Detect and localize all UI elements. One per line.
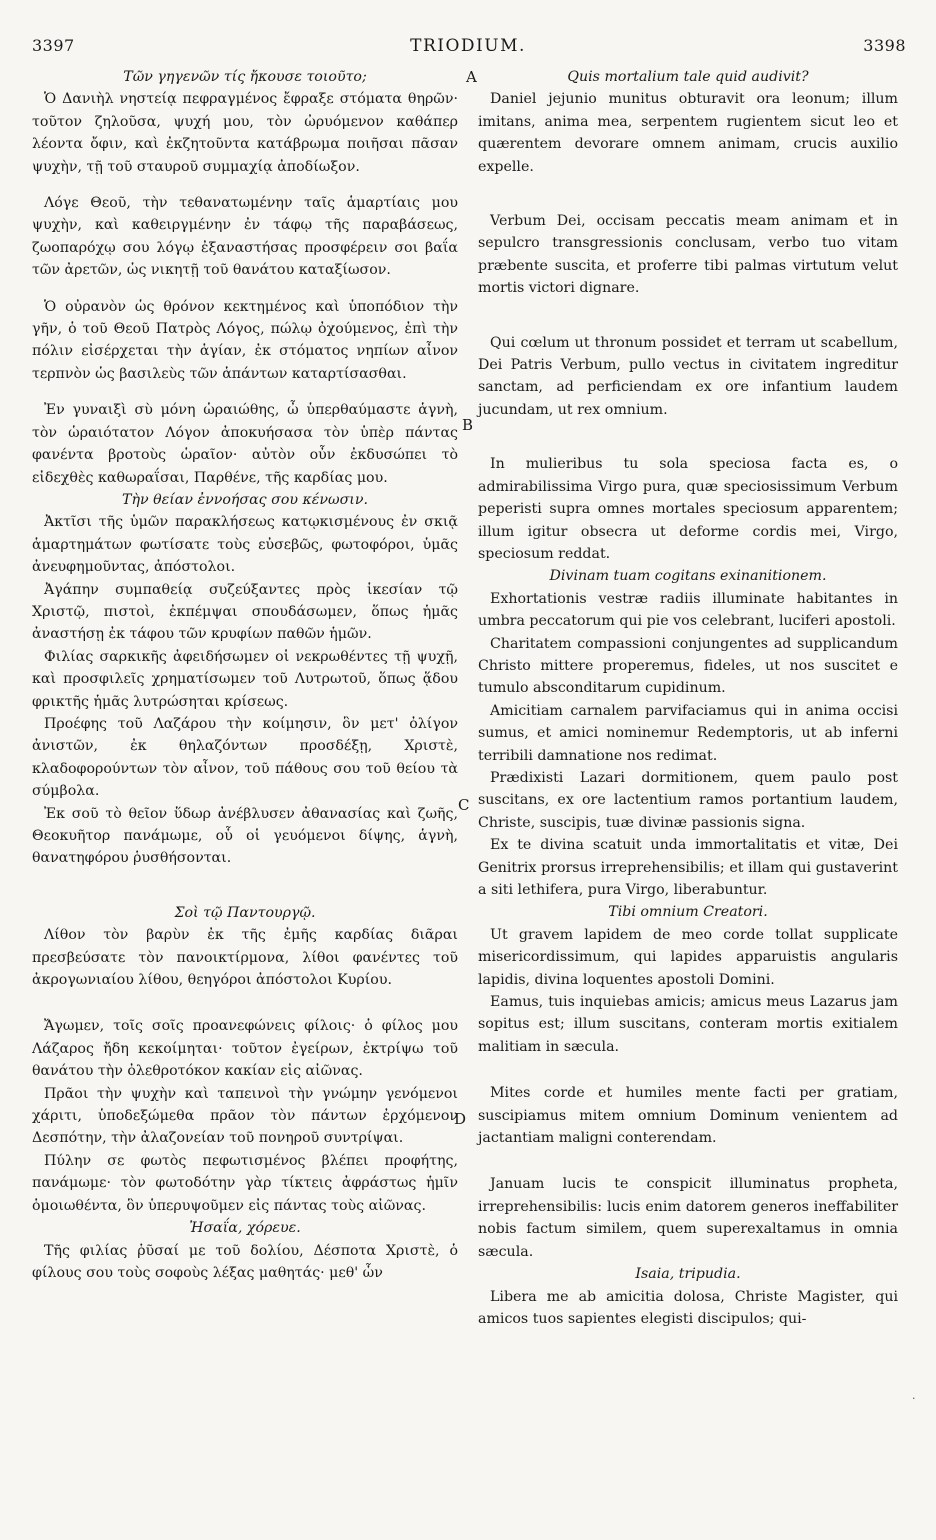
greek-paragraph: Πρᾶοι τὴν ψυχὴν καὶ ταπεινοὶ τὴν γνώμην γενόμενοι χάριτι, ὑποδεξώμεθα πρᾶον τὸν πάντων ἐρχόμενον Δεσπότην, τὴν ἀλαζονείαν τοῦ πονηροῦ συντρίψαι. <box>32 1085 458 1147</box>
latin-heading: Quis mortalium tale quid audivit? <box>567 69 809 85</box>
page-number-right: 3398 <box>863 36 906 55</box>
margin-letter-b: B <box>462 416 474 434</box>
latin-paragraph: Qui cœlum ut thronum possidet et terram ut scabellum, Dei Patris Verbum, pullo vectus in civitatem ingreditur sanctam, ad perficiendam ex ore infantium laudem jucundam, ut rex omnium. <box>478 334 898 418</box>
latin-paragraph: Mites corde et humiles mente facti per gratiam, suscipiamus mitem omnium Dominum venientem ad jactantiam maligni conterendam. <box>478 1085 898 1147</box>
greek-heading: Σοὶ τῷ Παντουργῷ. <box>174 904 316 921</box>
latin-paragraph: Ut gravem lapidem de meo corde tollat supplicate misericordissimum, qui lapides apparuistis angularis lapidis, divina loquentes apostoli Domini. <box>478 926 898 988</box>
latin-paragraph: Exhortationis vestræ radiis illuminate habitantes in umbra peccatorum qui pie vos celebrant, luciferi apostoli. <box>478 590 898 630</box>
greek-paragraph: Ὁ οὐρανὸν ὡς θρόνον κεκτημένος καὶ ὑποπόδιον τὴν γῆν, ὁ τοῦ Θεοῦ Πατρὸς Λόγος, πώλῳ ὀχούμενος, ἐπὶ τὴν πόλιν εἰσέρχεται τὴν ἁγίαν, ἐκ στόματος νηπίων αἶνον τερπνὸν ὡς βασιλεὺς τῶν ἁπάντων καταρτίσασθαι. <box>32 298 458 382</box>
latin-paragraph: Januam lucis te conspicit illuminatus propheta, irreprehensibilis: lucis enim datorem generos ineffabiliter nobis factum similem, quem superexaltamus in omnia sæcula. <box>478 1176 898 1260</box>
latin-paragraph: Prædixisti Lazari dormitionem, quem paulo post suscitans, ex ore lactentium ramos portantium laudem, Christe, suscipis, tuæ divinæ passionis signa. <box>478 769 898 831</box>
latin-heading: Tibi omnium Creatori. <box>608 904 768 921</box>
latin-heading: Isaia, tripudia. <box>635 1266 741 1283</box>
page-header <box>0 0 936 62</box>
greek-paragraph: Φιλίας σαρκικῆς ἀφειδήσωμεν οἱ νεκρωθέντες τῇ ψυχῇ, καὶ προσφιλεῖς χρηματίσωμεν τοῦ Λυτρωτοῦ, ὅπως ᾅδου φρικτῆς ἡμᾶς λυτρώσηται κρίσεως. <box>32 648 458 710</box>
latin-paragraph: Verbum Dei, occisam peccatis meam animam et in sepulcro transgressionis conclusam, verbo tuo vitam præbente suscita, et proferre tibi palmas virtutum velut mortis victori dignare. <box>478 213 898 297</box>
greek-heading: Τῶν γηγενῶν τίς ἤκουσε τοιοῦτο; <box>123 69 367 85</box>
greek-heading: Τὴν θείαν ἐννοήσας σου κένωσιν. <box>121 491 368 508</box>
greek-paragraph: Ἀγάπην συμπαθείᾳ συζεύξαντες πρὸς ἱκεσίαν τῷ Χριστῷ, πιστοὶ, ἐκπέμψαι σπουδάσωμεν, ὅπως ἡμᾶς ἀναστήσῃ ἐκ τάφου τῶν κρυφίων παθῶν ἡμῶν. <box>32 581 458 643</box>
greek-paragraph: Ἐκ σοῦ τὸ θεῖον ὕδωρ ἀνέβλυσεν ἀθανασίας καὶ ζωῆς, Θεοκυῆτορ πανάμωμε, οὗ οἱ γευόμενοι δίψης, ἁγνὴ, θανατηφόρου ῥυσθήσονται. <box>32 805 458 867</box>
latin-column <box>478 66 898 1330</box>
greek-paragraph: Λίθον τὸν βαρὺν ἐκ τῆς ἐμῆς καρδίας διᾶραι πρεσβεύσατε τὸν πανοικτίρμονα, λίθοι φανέντες τοῦ ἀκρογωνιαίου λίθου, θεηγόροι ἀπόστολοι Κυρίου. <box>32 927 458 989</box>
margin-letter-d: D <box>454 1110 467 1128</box>
page-number-left: 3397 <box>32 36 75 55</box>
greek-paragraph: Ἄγωμεν, τοῖς σοῖς προανεφώνεις φίλοις· ὁ φίλος μου Λάζαρος ἤδη κεκοίμηται· τοῦτον ἐγείρων, ἐκτρίψω τοῦ θανάτου τὴν ὀλεθροτόκον κακίαν εἰς αἰῶνας. <box>32 1018 458 1080</box>
latin-heading: Divinam tuam cogitans exinanitionem. <box>549 568 827 585</box>
margin-letter-a: A <box>466 68 477 86</box>
greek-paragraph: Προέφης τοῦ Λαζάρου τὴν κοίμησιν, ὃν μετ' ὀλίγον ἀνιστῶν, ἐκ θηλαζόντων προσδέξῃ, Χριστὲ, κλαδοφορούντων τὸν αἶνον, τοῦ πάθους σου τοῦ θείου τὰ σύμβολα. <box>32 715 458 800</box>
latin-paragraph: In mulieribus tu sola speciosa facta es, o admirabilissima Virgo pura, quæ speciosissimum Verbum peperisti supra omnes mortales speciosum apparentem; illum igitur obsecra ut deforme cordis mei, Virgo, speciosum reddat. <box>478 456 898 562</box>
greek-paragraph: Τῆς φιλίας ῥῦσαί με τοῦ δολίου, Δέσποτα Χριστὲ, ὁ φίλους σου τοὺς σοφοὺς λέξας μαθητάς· μεθ' ὧν <box>32 1242 458 1281</box>
greek-paragraph: Ἐν γυναιξὶ σὺ μόνη ὡραιώθης, ὦ ὑπερθαύμαστε ἁγνὴ, τὸν ὡραιότατον Λόγον ἀποκυήσασα τὸν ὑπὲρ πάντας φανέντα βροτοὺς ὡραῖον· αὐτὸν οὖν ἐκδυσώπει τὸ εἰδεχθὲς καθωραΐσαι, Παρθένε, τῆς καρδίας μου. <box>32 402 458 486</box>
margin-mark: · <box>912 1392 916 1405</box>
latin-paragraph: Charitatem compassioni conjungentes ad supplicandum Christo mittere properemus, fideles, ut nos suscitet e tumulo absconditarum cupidinum. <box>478 635 898 697</box>
latin-paragraph: Ex te divina scatuit unda immortalitatis et vitæ, Dei Genitrix prorsus irreprehensibilis; et illam qui gustaverint a siti lethifera, pura Virgo, liberabuntur. <box>478 837 898 898</box>
greek-heading: Ἠσαΐα, χόρευε. <box>189 1220 301 1237</box>
greek-column <box>32 66 458 1284</box>
greek-paragraph: Ἀκτῖσι τῆς ὑμῶν παρακλήσεως κατῳκισμένους ἐν σκιᾷ ἁμαρτημάτων φωτίσατε τοὺς εὐσεβῶς, φωτοφόροι, ὑμᾶς ἀνευφημοῦντας, ἀπόστολοι. <box>32 514 458 576</box>
latin-paragraph: Amicitiam carnalem parvifaciamus qui in anima occisi sumus, et amici nominemur Redemptoris, ut ab inferni terribili damnatione nos redimat. <box>478 702 898 764</box>
latin-paragraph: Libera me ab amicitia dolosa, Christe Magister, qui amicos tuos sapientes elegisti discipulos; qui- <box>478 1288 898 1327</box>
latin-paragraph: Daniel jejunio munitus obturavit ora leonum; illum imitans, anima mea, serpentem rugientem sicut leo et quærentem devorare omnem animam, crucis auxilio expelle. <box>478 91 898 175</box>
margin-letter-c: C <box>458 796 470 814</box>
greek-paragraph: Πύλην σε φωτὸς πεφωτισμένος βλέπει προφήτης, πανάμωμε· τὸν φωτοδότην γὰρ τίκτεις ἀφράστως ἡμῖν ὁμοιωθέντα, ὃν ὑπερυψοῦμεν εἰς πάντας τοὺς αἰῶνας. <box>32 1152 458 1214</box>
latin-paragraph: Eamus, tuis inquiebas amicis; amicus meus Lazarus jam sopitus est; illum suscitans, conteram mortis exitialem malitiam in sæcula. <box>478 994 898 1055</box>
greek-paragraph: Ὁ Δανιὴλ νηστείᾳ πεφραγμένος ἔφραξε στόματα θηρῶν· τοῦτον ζηλοῦσα, ψυχή μου, τὸν ὠρυόμενον καθάπερ λέοντα ὄφιν, καὶ ἐκζητοῦντα κατάβρωμα ποιῆσαι πᾶσαν ψυχὴν, τῇ τοῦ σταυροῦ συμμαχίᾳ ἀποδίωξον. <box>32 91 458 175</box>
running-title: TRIODIUM. <box>410 36 526 56</box>
greek-paragraph: Λόγε Θεοῦ, τὴν τεθανατωμένην ταῖς ἁμαρτίαις μου ψυχὴν, καὶ καθειργμένην ἐν τάφῳ τῆς παραβάσεως, ζωοπαρόχῳ σου λόγῳ ἐξαναστήσας προσφέρειν σοι βαΐα τῶν ἀρετῶν, ὡς νικητῇ τοῦ θανάτου καταξίωσον. <box>32 195 458 279</box>
